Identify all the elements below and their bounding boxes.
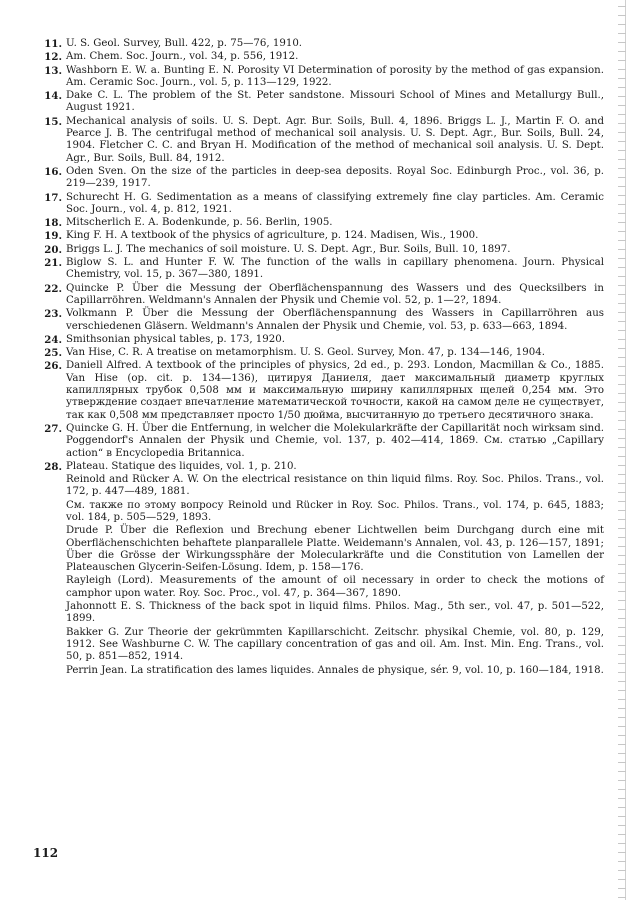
margin-tick xyxy=(618,798,626,799)
margin-tick xyxy=(618,780,626,781)
reference-26: 26. Daniell Alfred. A textbook of the principles of physics, 2d ed., p. 293. London, Macmillan & Co., 1885. Van Hise (op. cit. p. 134—136), цитируя Даниеля, дает максимальный диаметр круглых капиллярных трубок 0,508 мм и максимальную ширину капиллярных щелей 0,254 мм. Это утверждение создает впечатление математической точности, какой на самом деле не существует, так как 0,508 мм представляет просто 1/50 дюйма, высчитанную до третьего десятичного знака. xyxy=(44,360,604,421)
margin-tick xyxy=(618,600,626,601)
margin-tick xyxy=(618,348,626,349)
reference-27: 27. Quincke G. H. Über die Entfernung, in welcher die Molekularkräfte der Capillarität noch wirksam sind. Poggendorf's Annalen der Physik und Chemie, vol. 137, p. 402—414, 1869. См. статью „Capillary action“ в Encyclopedia Britannica. xyxy=(44,422,604,459)
margin-tick xyxy=(618,177,626,178)
margin-tick xyxy=(618,519,626,520)
margin-tick xyxy=(618,150,626,151)
margin-tick xyxy=(618,285,626,286)
reference-14: 14. Dake C. L. The problem of the St. Peter sandstone. Missouri School of Mines and Metallurgy Bull., August 1921. xyxy=(44,90,604,114)
margin-tick xyxy=(618,204,626,205)
margin-tick xyxy=(618,762,626,763)
reference-28-sub-entry: См. также по этому вопросу Reinold und Rücker in Roy. Soc. Philos. Trans., vol. 174, p. 645, 1883; vol. 184, p. 505—529, 1893. xyxy=(66,499,604,523)
margin-tick xyxy=(618,186,626,187)
margin-tick xyxy=(618,114,626,115)
margin-tick xyxy=(618,663,626,664)
margin-tick xyxy=(618,870,626,871)
margin-tick xyxy=(618,249,626,250)
margin-tick xyxy=(618,51,626,52)
reference-12: 12. Am. Chem. Soc. Journ., vol. 34, p. 556, 1912. xyxy=(44,51,299,64)
margin-tick xyxy=(618,330,626,331)
reference-28-sub-entry: Jahonnott E. S. Thickness of the back spot in liquid films. Philos. Mag., 5th ser., vol. 47, p. 501—522, 1899. xyxy=(66,601,604,625)
reference-28-sub-entry: Rayleigh (Lord). Measurements of the amount of oil necessary in order to check the motions of camphor upon water. Roy. Soc. Proc., vol. 47, p. 364—367, 1890. xyxy=(66,575,604,599)
margin-tick xyxy=(618,717,626,718)
margin-tick xyxy=(618,744,626,745)
margin-tick xyxy=(618,816,626,817)
margin-tick xyxy=(618,609,626,610)
margin-tick xyxy=(618,294,626,295)
margin-tick xyxy=(618,393,626,394)
margin-tick xyxy=(618,645,626,646)
margin-tick xyxy=(618,843,626,844)
margin-tick xyxy=(618,897,626,898)
margin-tick xyxy=(618,474,626,475)
margin-tick xyxy=(618,240,626,241)
margin-tick xyxy=(618,627,626,628)
margin-tick xyxy=(618,132,626,133)
reference-17: 17. Schurecht H. G. Sedimentation as a means of classifying extremely fine clay particles. Am. Ceramic Soc. Journ., vol. 4, p. 812, 1921. xyxy=(44,191,604,215)
reference-25: 25. Van Hise, C. R. A treatise on metamorphism. U. S. Geol. Survey, Mon. 47, p. 134—146, 1904. xyxy=(44,347,545,360)
margin-tick xyxy=(618,654,626,655)
margin-tick xyxy=(618,852,626,853)
margin-tick xyxy=(618,618,626,619)
margin-tick xyxy=(618,771,626,772)
margin-tick xyxy=(618,60,626,61)
margin-tick xyxy=(618,447,626,448)
reference-16: 16. Oden Sven. On the size of the particles in deep-sea deposits. Royal Soc. Edinburgh Proc., vol. 36, p. 219—239, 1917. xyxy=(44,165,604,190)
margin-tick xyxy=(618,375,626,376)
margin-tick xyxy=(618,879,626,880)
reference-list xyxy=(44,38,604,678)
margin-tick xyxy=(618,33,626,34)
margin-tick xyxy=(618,672,626,673)
reference-22: 22. Quincke P. Über die Messung der Oberflächenspannung des Wassers und des Quecksilbers in Capillarröhren. Weldmann's Annalen der Physik und Chemie vol. 52, p. 1—2?, 1894. xyxy=(44,282,604,306)
margin-tick xyxy=(618,366,626,367)
margin-tick xyxy=(618,753,626,754)
margin-tick xyxy=(618,726,626,727)
reference-23: 23. Volkmann P. Über die Messung der Oberflächenspannung des Wassers in Capillarröhren aus verschiedenen Gläsern. Weldmann's Annalen der Physik und Chemie, vol. 53, p. 633—663, 1894. xyxy=(44,308,604,332)
margin-tick xyxy=(618,195,626,196)
margin-tick xyxy=(618,591,626,592)
margin-tick xyxy=(618,141,626,142)
margin-tick xyxy=(618,636,626,637)
margin-tick xyxy=(618,708,626,709)
reference-28-sub-entry: Bakker G. Zur Theorie der gekrümmten Kapillarschicht. Zeitschr. physikal Chemie, vol. 80, p. 129, 1912. See Washburne C. W. The capillary concentration of gas and oil. Am. Inst. Min. Eng. Trans., vol. 50, p. 851—852, 1914. xyxy=(66,626,604,663)
margin-tick xyxy=(618,573,626,574)
margin-tick xyxy=(618,231,626,232)
reference-28-sub-entry: Reinold and Rücker A. W. On the electrical resistance on thin liquid films. Roy. Soc. Philos. Trans., vol. 172, p. 447—489, 1881. xyxy=(66,474,604,498)
margin-tick xyxy=(618,861,626,862)
reference-11: 11. U. S. Geol. Survey, Bull. 422, p. 75—76, 1910. xyxy=(44,38,303,50)
reference-28-sub-entry: Perrin Jean. La stratification des lames liquides. Annales de physique, sér. 9, vol. 10, p. 160—184, 1918. xyxy=(66,664,604,676)
margin-ticks xyxy=(614,0,626,900)
margin-tick xyxy=(618,15,626,16)
margin-tick xyxy=(618,213,626,214)
margin-tick xyxy=(618,276,626,277)
reference-18: 18. Mitscherlich E. A. Bodenkunde, p. 56. Berlin, 1905. xyxy=(44,217,333,230)
margin-tick xyxy=(618,456,626,457)
margin-tick xyxy=(618,528,626,529)
margin-tick xyxy=(618,105,626,106)
margin-tick xyxy=(618,258,626,259)
margin-tick xyxy=(618,555,626,556)
margin-tick xyxy=(618,438,626,439)
reference-20: 20. Briggs L. J. The mechanics of soil moisture. U. S. Dept. Agr., Bur. Soils, Bull. 10, 1897. xyxy=(44,243,511,256)
margin-tick xyxy=(618,699,626,700)
margin-tick xyxy=(618,402,626,403)
margin-tick xyxy=(618,303,626,304)
margin-tick xyxy=(618,429,626,430)
margin-tick xyxy=(618,465,626,466)
margin-tick xyxy=(618,42,626,43)
margin-tick xyxy=(618,24,626,25)
page-number: 112 xyxy=(33,846,59,860)
margin-tick xyxy=(618,564,626,565)
margin-tick xyxy=(618,501,626,502)
margin-tick xyxy=(618,510,626,511)
margin-tick xyxy=(618,681,626,682)
reference-15: 15. Mechanical analysis of soils. U. S. Dept. Agr. Bur. Soils, Bull. 4, 1896. Briggs L. J., Martin F. O. and Pearce J. B. The centrifugal method of mechanical soil analysis. U. S. Dept. Agr., Bur. Soils, Bull. 24, 1904. Fletcher C. C. and Bryan H. Modification of the method of mechanical soil analysis. U. S. Dept. Agr., Bur. Soils, Bull. 84, 1912. xyxy=(44,115,604,164)
margin-tick xyxy=(618,168,626,169)
margin-tick xyxy=(618,312,626,313)
margin-tick xyxy=(618,357,626,358)
margin-tick xyxy=(618,222,626,223)
margin-tick xyxy=(618,807,626,808)
margin-tick xyxy=(618,69,626,70)
reference-19: 19. King F. H. A textbook of the physics of agriculture, p. 124. Madisen, Wis., 1900. xyxy=(44,230,479,243)
margin-tick xyxy=(618,690,626,691)
margin-tick xyxy=(618,339,626,340)
margin-tick xyxy=(618,267,626,268)
margin-tick xyxy=(618,78,626,79)
margin-tick xyxy=(618,411,626,412)
margin-tick xyxy=(618,537,626,538)
margin-tick xyxy=(618,825,626,826)
margin-tick xyxy=(618,96,626,97)
margin-tick xyxy=(618,420,626,421)
margin-tick xyxy=(618,789,626,790)
margin-tick xyxy=(618,834,626,835)
reference-24: 24. Smithsonian physical tables, p. 173, 1920. xyxy=(44,333,285,346)
margin-tick xyxy=(618,87,626,88)
margin-tick xyxy=(618,384,626,385)
margin-tick xyxy=(618,735,626,736)
margin-tick xyxy=(618,159,626,160)
margin-tick xyxy=(618,123,626,124)
reference-13: 13. Washborn E. W. a. Bunting E. N. Porosity VI Determination of porosity by the method of gas expansion. Am. Ceramic Soc. Journ., vol. 5, p. 113—129, 1922. xyxy=(44,64,604,88)
margin-tick xyxy=(618,492,626,493)
margin-tick xyxy=(618,582,626,583)
margin-tick xyxy=(618,546,626,547)
reference-28: 28. Plateau. Statique des liquides, vol. 1, p. 210. xyxy=(44,460,297,473)
reference-28-sub-entry: Drude P. Über die Reflexion und Brechung ebener Lichtwellen beim Durchgang durch eine mit Oberflächenschichten behaftete planparallele Platte. Weidemann's Annalen, vol. 43, p. 126—157, 1891; Über die Grösse der Wirkungssphäre der Molecularkräfte und die Constitution von Lamellen der Plateauschen Glycerin-Seifen-Lösung. Idem, p. 158—176. xyxy=(66,525,604,574)
margin-tick xyxy=(618,6,626,7)
reference-21: 21. Biglow S. L. and Hunter F. W. The function of the walls in capillary phenomena. Journ. Physical Chemistry, vol. 15, p. 367—380, 1891. xyxy=(44,257,604,281)
margin-tick xyxy=(618,483,626,484)
margin-tick xyxy=(618,888,626,889)
margin-tick xyxy=(618,321,626,322)
